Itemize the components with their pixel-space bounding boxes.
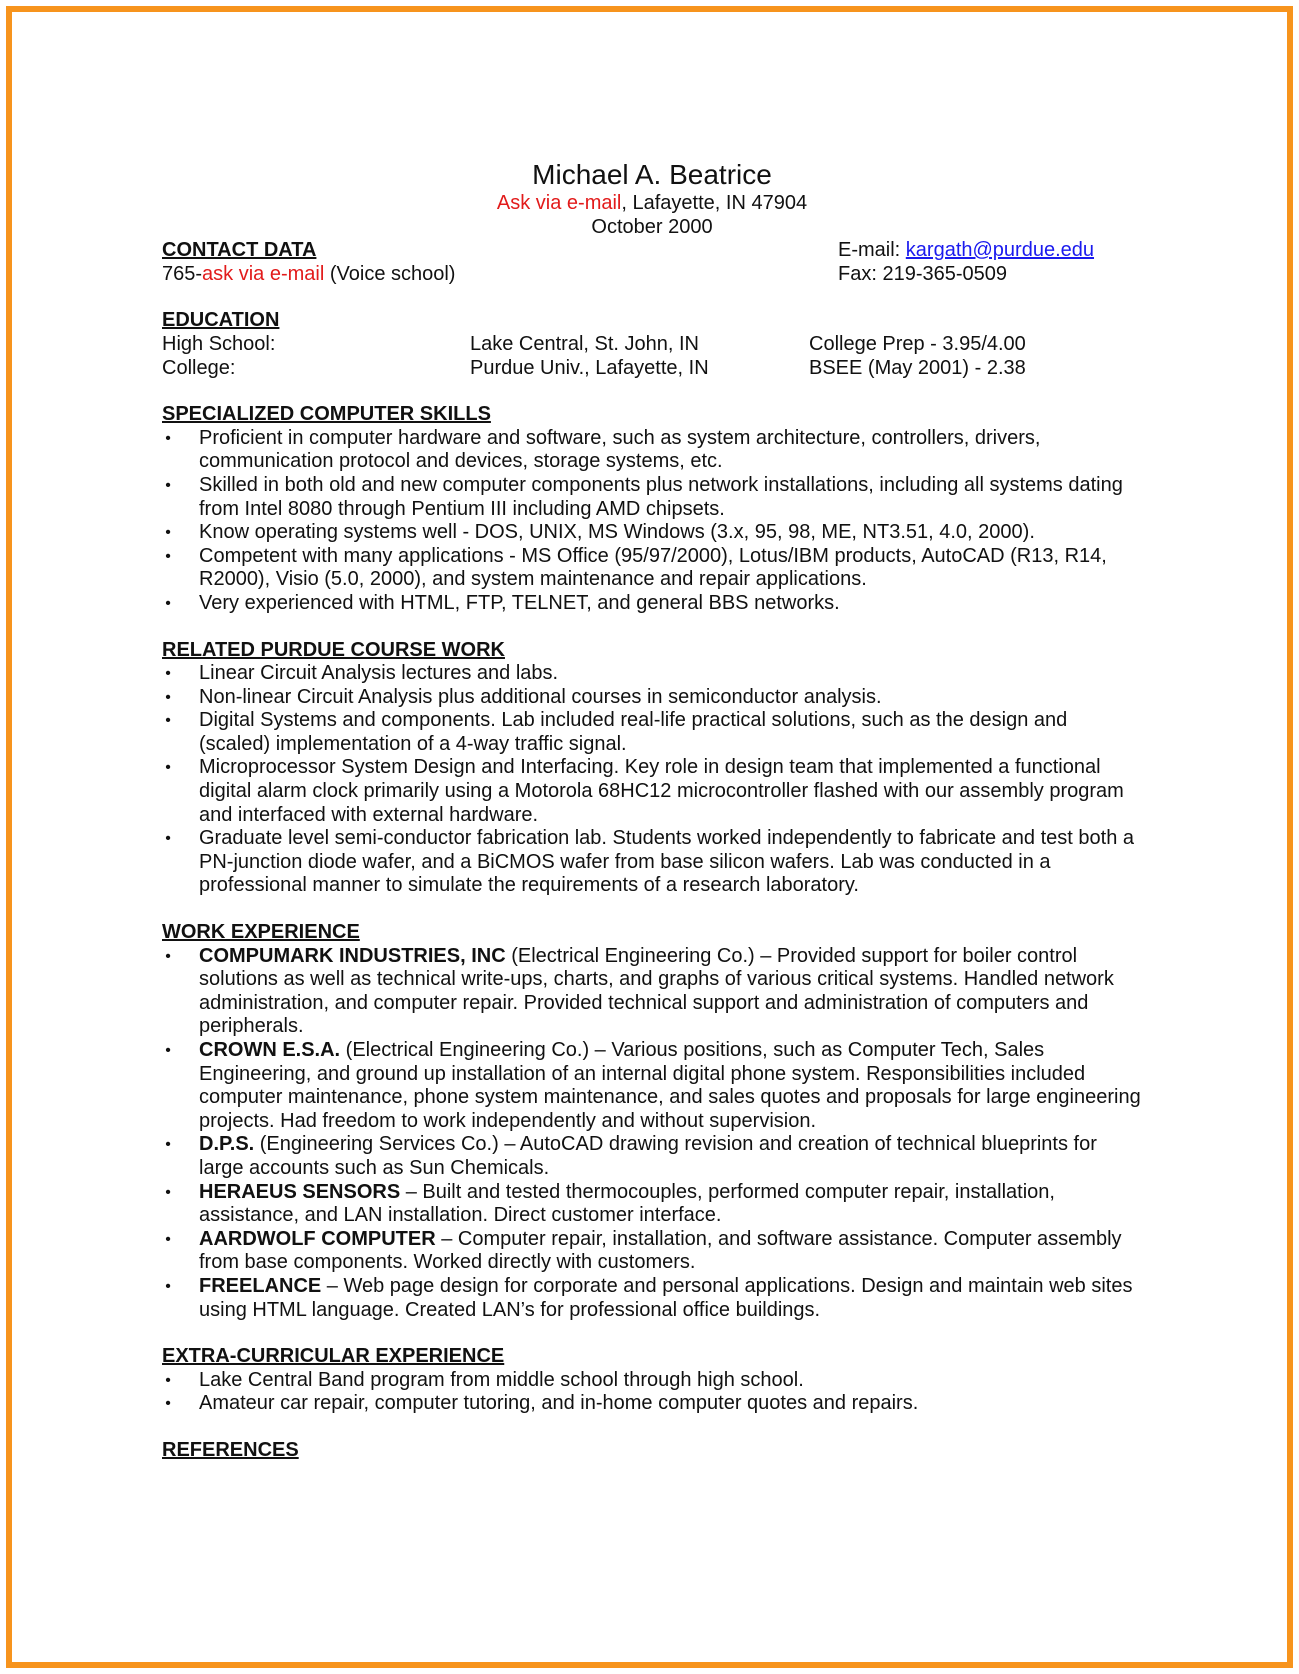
contact-heading: CONTACT DATA — [162, 239, 317, 262]
references-heading: REFERENCES — [162, 1438, 299, 1461]
address-text: , Lafayette, IN 47904 — [621, 192, 808, 214]
list-item — [162, 545, 1142, 592]
bullet-icon: • — [165, 1042, 171, 1059]
list-item — [162, 756, 1142, 827]
bullet-icon: • — [165, 947, 171, 965]
bullet-icon: • — [165, 547, 171, 565]
work-section — [162, 921, 1142, 1322]
bullet-icon: • — [165, 524, 171, 542]
job-description: (Electrical Engineering Co.) – Various positions, such as Computer Tech, Sales Engineering, and ground up installation of an internal digital phone system. Responsibilities included computer maintenance, phone system maintenance, and sales quotes and proposals for large engineering projects. Had freedom to work independently and without supervision. — [199, 1039, 1141, 1132]
list-item-text: Lake Central Band program from middle school through high school. — [199, 1368, 804, 1391]
list-item-text: Linear Circuit Analysis lectures and labs. — [199, 662, 559, 685]
resume-date: October 2000 — [591, 215, 713, 238]
job-description: – Built and tested thermocouples, performed computer repair, installation, assistance, and LAN installation. Direct customer interface. — [199, 1180, 1055, 1227]
work-list — [162, 945, 1142, 1323]
resume-document — [162, 158, 1142, 1463]
job-description: – Computer repair, installation, and software assistance. Computer assembly from base components. Worked directly with customers. — [199, 1227, 1122, 1274]
coursework-heading: RELATED PURDUE COURSE WORK — [162, 638, 505, 661]
company-name: D.P.S. — [199, 1133, 255, 1156]
company-name: AARDWOLF COMPUTER — [199, 1227, 436, 1250]
email-line — [838, 239, 1094, 263]
bullet-icon: • — [165, 1371, 171, 1389]
education-school: Lake Central, St. John, IN — [470, 332, 700, 355]
work-heading: WORK EXPERIENCE — [162, 921, 360, 944]
skills-section — [162, 403, 1142, 615]
education-section — [162, 309, 1142, 380]
bullet-icon: • — [165, 1395, 171, 1413]
address-red-text: Ask via e-mail — [496, 192, 622, 214]
list-item-text: Graduate level semi-conductor fabrication lab. Students worked independently to fabricate and test both a PN-junction diode wafer, and a BiCMOS wafer from base silicon wafers. Lab was conducted in a professional manner to simulate the requirements of a research laboratory. — [199, 827, 1135, 897]
coursework-list — [162, 662, 1142, 898]
list-item-text: Microprocessor System Design and Interfacing. Key role in design team that implemented a functional digital alarm clock primarily using a Motorola 68HC12 microcontroller flashed with our assembly program and interfaced with external hardware. — [199, 756, 1124, 826]
phone-prefix: 765- — [162, 262, 203, 285]
references-section — [162, 1439, 1142, 1463]
company-name: HERAEUS SENSORS — [199, 1180, 401, 1203]
list-item — [162, 1369, 1142, 1393]
bullet-icon: • — [165, 830, 171, 848]
list-item — [162, 521, 1142, 545]
list-item-text: Very experienced with HTML, FTP, TELNET, and general BBS networks. — [199, 591, 840, 614]
bullet-icon: • — [165, 688, 171, 706]
company-name: CROWN E.S.A. — [199, 1039, 341, 1061]
list-item-text: Skilled in both old and new computer components plus network installations, including all systems dating from Intel 8080 through Pentium III including AMD chipsets. — [199, 473, 1123, 520]
email-label: E-mail: — [838, 239, 906, 262]
company-name: COMPUMARK INDUSTRIES, INC — [199, 944, 506, 967]
phone-suffix: (Voice school) — [324, 262, 456, 285]
bullet-icon: • — [165, 1136, 171, 1154]
list-item — [162, 427, 1142, 474]
skills-heading: SPECIALIZED COMPUTER SKILLS — [162, 403, 491, 426]
contact-section — [162, 239, 1142, 286]
extracurricular-list — [162, 1369, 1142, 1416]
bullet-icon: • — [165, 1230, 171, 1248]
education-level: College: — [162, 356, 236, 379]
job-description: (Electrical Engineering Co.) – Provided support for boiler control solutions as well as technical write-ups, charts, and graphs of various critical systems. Handled network administration, and computer repair. Provided technical support and administration of computers and peripherals. — [199, 944, 1114, 1038]
list-item — [162, 686, 1142, 710]
list-item — [162, 592, 1142, 616]
list-item-text: Digital Systems and components. Lab included real-life practical solutions, such as the design and (scaled) implementation of a 4-way traffic signal. — [199, 709, 1068, 755]
skills-list — [162, 427, 1142, 616]
list-item-text: Amateur car repair, computer tutoring, and in-home computer quotes and repairs. — [199, 1392, 919, 1415]
list-item — [162, 662, 1142, 686]
company-name: FREELANCE — [199, 1274, 322, 1297]
resume-name: Michael A. Beatrice — [532, 159, 772, 190]
email-link[interactable]: kargath@purdue.edu — [905, 239, 1095, 262]
education-detail: BSEE (May 2001) - 2.38 — [809, 356, 1026, 379]
bullet-icon: • — [165, 594, 171, 612]
education-detail: College Prep - 3.95/4.00 — [809, 332, 1026, 355]
list-item-text: Non-linear Circuit Analysis plus additional courses in semiconductor analysis. — [199, 685, 882, 708]
bullet-icon: • — [165, 1277, 171, 1295]
fax-line: Fax: 219-365-0509 — [838, 262, 1008, 285]
list-item — [162, 827, 1142, 898]
bullet-icon: • — [165, 1183, 171, 1201]
phone-red-text: ask via e-mail — [202, 262, 325, 285]
list-item — [162, 945, 1142, 1039]
education-level: High School: — [162, 332, 276, 355]
bullet-icon: • — [165, 665, 171, 683]
list-item — [162, 1133, 1142, 1180]
list-item — [162, 474, 1142, 521]
education-school: Purdue Univ., Lafayette, IN — [470, 356, 709, 379]
bullet-icon: • — [165, 429, 171, 447]
list-item — [162, 1039, 1142, 1133]
list-item — [162, 1228, 1142, 1275]
list-item — [162, 1392, 1142, 1416]
address-line — [162, 192, 1142, 216]
list-item-text: Know operating systems well - DOS, UNIX, MS Windows (3.x, 95, 98, ME, NT3.51, 4.0, 2000). — [199, 521, 1035, 544]
coursework-section — [162, 639, 1142, 899]
education-row — [162, 333, 1142, 357]
education-row — [162, 357, 1142, 381]
job-description: (Engineering Services Co.) – AutoCAD drawing revision and creation of technical blueprints for large accounts such as Sun Chemicals. — [199, 1133, 1097, 1179]
bullet-icon: • — [165, 476, 171, 494]
list-item — [162, 1275, 1142, 1322]
list-item — [162, 1181, 1142, 1228]
list-item-text: Proficient in computer hardware and software, such as system architecture, controllers, drivers, communication protocol and devices, storage systems, etc. — [199, 426, 1041, 473]
extracurricular-section — [162, 1345, 1142, 1416]
list-item-text: Competent with many applications - MS Office (95/97/2000), Lotus/IBM products, AutoCAD (R13, R14, R2000), Visio (5.0, 2000), and system maintenance and repair applications. — [199, 544, 1107, 591]
list-item — [162, 709, 1142, 756]
bullet-icon: • — [165, 759, 171, 777]
extracurricular-heading: EXTRA-CURRICULAR EXPERIENCE — [162, 1345, 505, 1368]
bullet-icon: • — [165, 712, 171, 730]
job-description: – Web page design for corporate and personal applications. Design and maintain web sites using HTML language. Created LAN’s for professional office buildings. — [199, 1274, 1133, 1321]
education-heading: EDUCATION — [162, 309, 280, 332]
